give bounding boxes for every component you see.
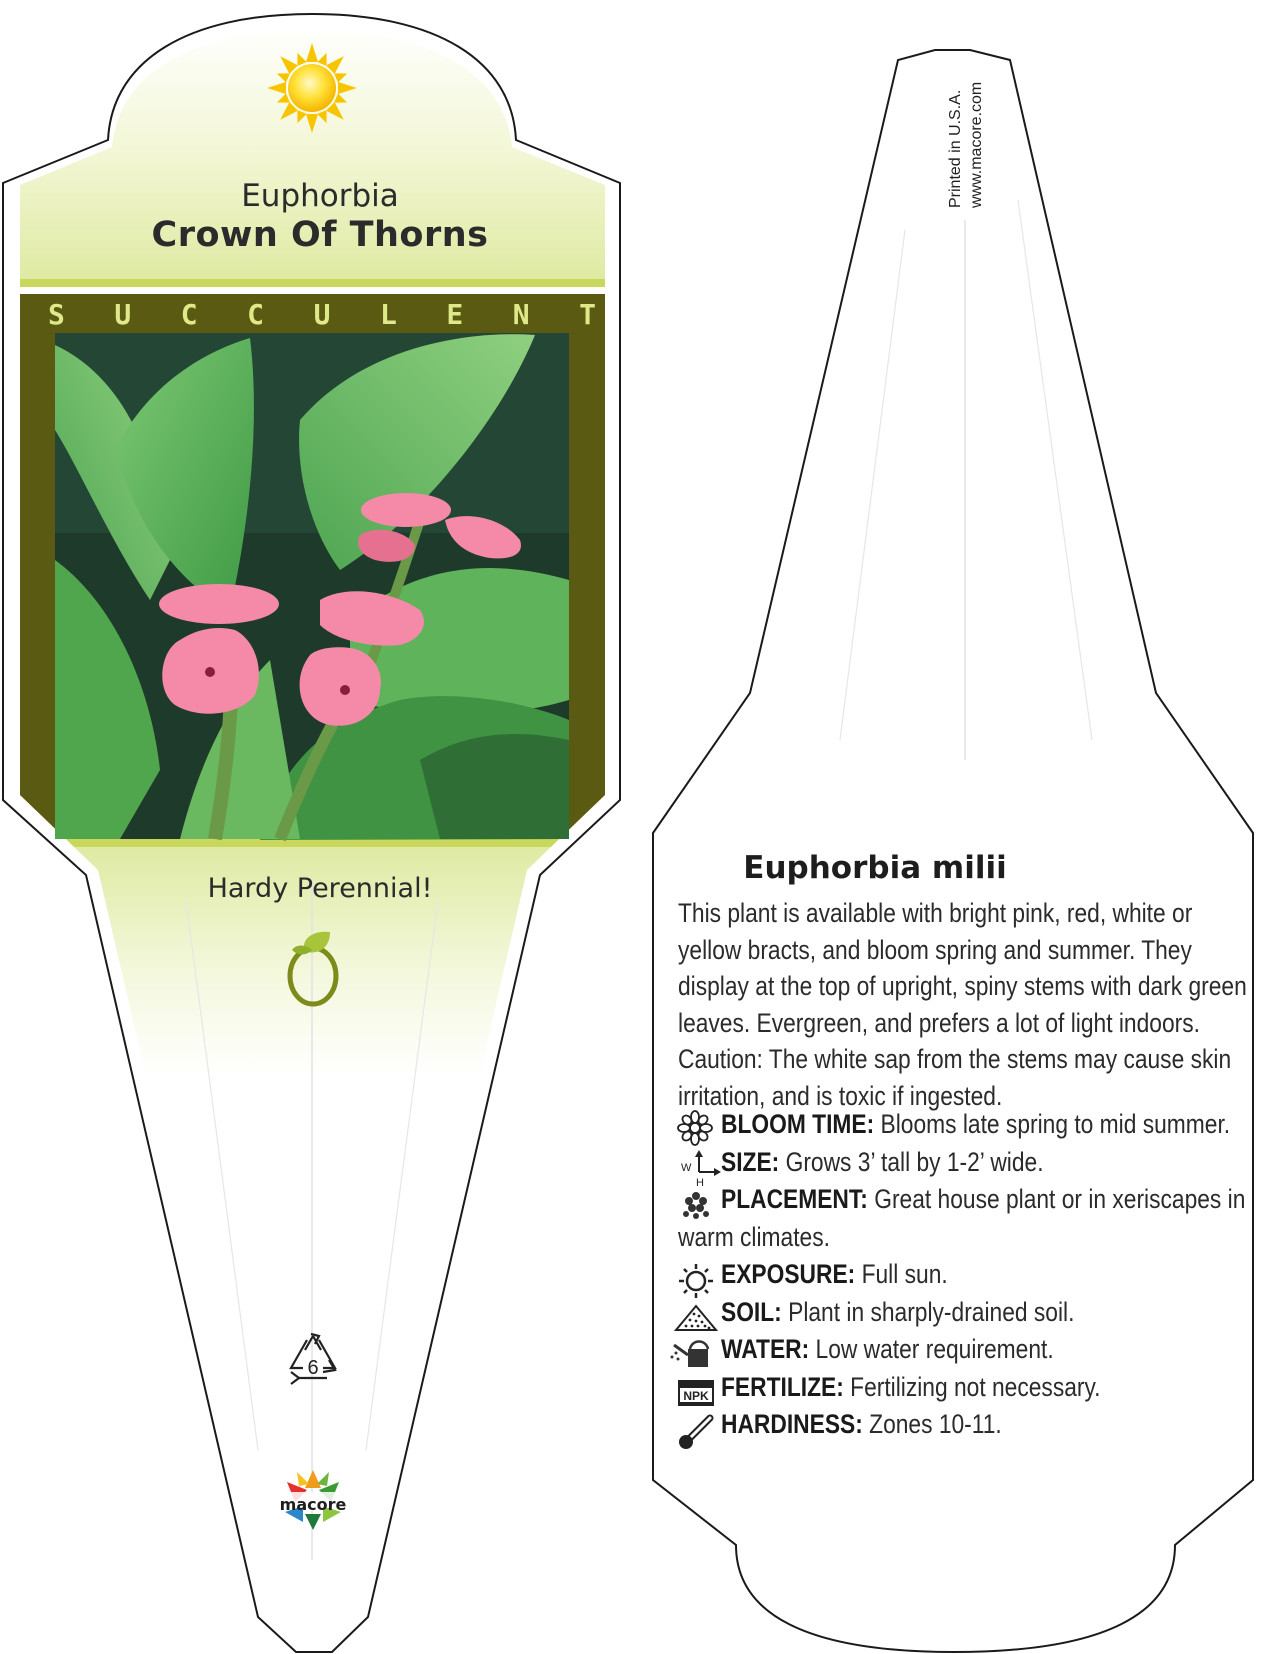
scientific-name: Euphorbia milii bbox=[743, 850, 1007, 886]
attr-fertilize bbox=[678, 1369, 1271, 1407]
attr-value-cont: warm climates. bbox=[678, 1221, 830, 1252]
attr-value: Grows 3’ tall by 1-2’ wide. bbox=[785, 1146, 1044, 1177]
printed-note bbox=[945, 48, 987, 208]
attr-label: WATER: bbox=[721, 1334, 810, 1364]
plant-photo bbox=[55, 333, 569, 840]
npk-label: NPK bbox=[683, 1389, 709, 1403]
attr-water bbox=[678, 1331, 1271, 1369]
attr-value: Zones 10-11. bbox=[869, 1409, 1002, 1439]
genus-title: Euphorbia bbox=[241, 178, 399, 214]
attr-value: Plant in sharply-drained soil. bbox=[788, 1296, 1075, 1327]
website: www.macore.com bbox=[968, 81, 985, 208]
attribute-list bbox=[678, 1106, 1271, 1444]
attr-soil bbox=[678, 1294, 1271, 1332]
category-letter: L bbox=[379, 298, 397, 331]
attr-label: BLOOM TIME: bbox=[721, 1109, 875, 1139]
attr-value: Full sun. bbox=[861, 1259, 948, 1289]
category-letter: E bbox=[446, 298, 464, 331]
attr-label: FERTILIZE: bbox=[721, 1371, 844, 1402]
tagline: Hardy Perennial! bbox=[207, 873, 433, 904]
attr-value: Fertilizing not necessary. bbox=[850, 1371, 1101, 1402]
recycle-code: 6 bbox=[307, 1357, 319, 1379]
size-h-label: H bbox=[696, 1177, 704, 1189]
category-letter: S bbox=[48, 298, 65, 331]
attr-hardiness bbox=[678, 1406, 1271, 1444]
category-letter: T bbox=[579, 298, 596, 331]
size-w-label: W bbox=[681, 1162, 692, 1174]
attr-value: Low water requirement. bbox=[815, 1334, 1054, 1364]
attr-label: SIZE: bbox=[721, 1146, 780, 1177]
attr-size bbox=[678, 1144, 1271, 1182]
attr-label: PLACEMENT: bbox=[721, 1184, 868, 1214]
category-letter: C bbox=[247, 298, 265, 331]
attr-exposure bbox=[678, 1256, 1271, 1294]
printed-in: Printed in U.S.A. bbox=[947, 89, 964, 208]
category-letter: U bbox=[114, 298, 132, 331]
description: This plant is available with bright pink, red, white or yellow bracts, and bloom spring and summer. They display at the top of upright, spiny stems with dark green leaves. Evergreen, and prefers a lot of light indoors. Caution: The white sap from the stems may cause skin irritation, and is toxic if ingested. bbox=[678, 898, 1247, 1111]
category-letter: C bbox=[180, 298, 198, 331]
attr-value: Blooms late spring to mid summer. bbox=[880, 1109, 1231, 1139]
attr-placement bbox=[678, 1181, 1271, 1256]
attr-bloom-time bbox=[678, 1106, 1271, 1144]
attr-label: HARDINESS: bbox=[721, 1409, 863, 1439]
category-letter: N bbox=[512, 298, 530, 331]
category-band bbox=[48, 298, 596, 331]
attr-label: SOIL: bbox=[721, 1296, 782, 1327]
common-name-title: Crown Of Thorns bbox=[151, 215, 489, 255]
brand-name: macore bbox=[279, 1495, 347, 1514]
attr-value: Great house plant or in xeriscapes in bbox=[874, 1184, 1246, 1214]
attr-label: EXPOSURE: bbox=[721, 1259, 856, 1289]
front-tag bbox=[0, 14, 640, 1652]
category-letter: U bbox=[313, 298, 331, 331]
